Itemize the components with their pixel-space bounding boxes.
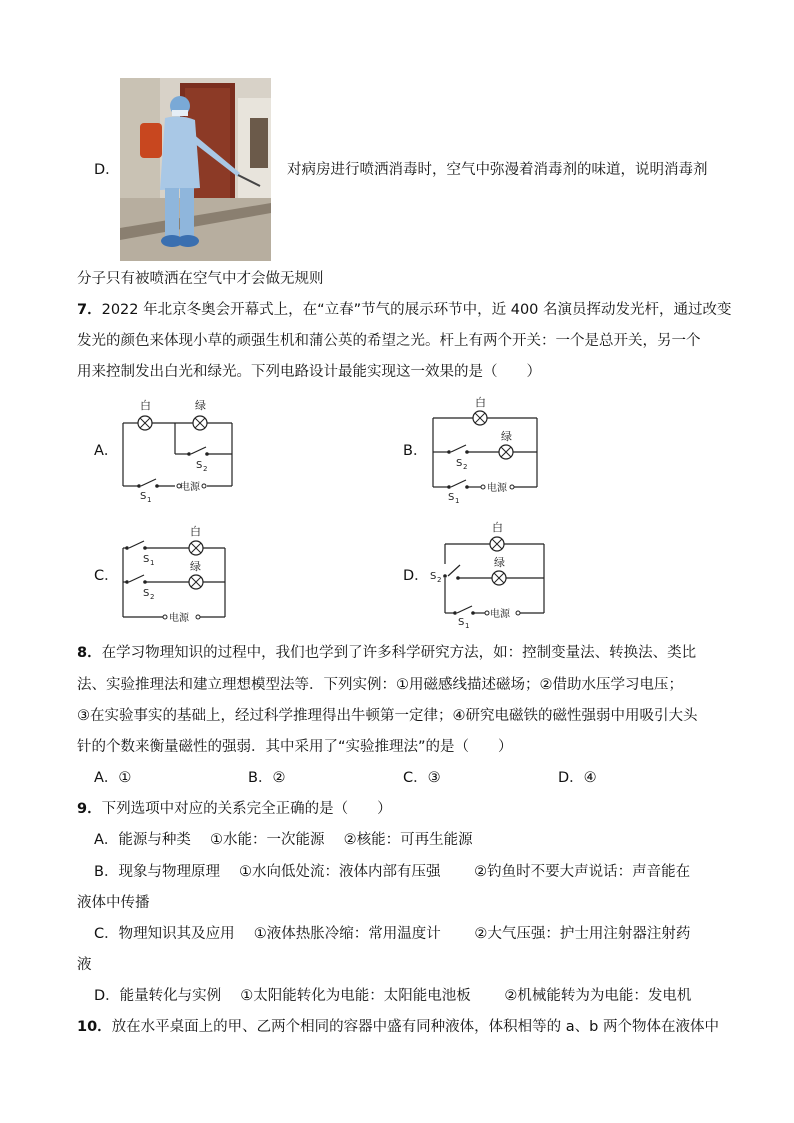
lamp-icon bbox=[492, 571, 506, 585]
q10-line1 bbox=[77, 1017, 719, 1037]
q8-stem-1: 在学习物理知识的过程中，我们也学到了许多科学研究方法，如：控制变量法、转换法、类比 bbox=[101, 645, 697, 661]
s2-sub: 2 bbox=[150, 593, 155, 601]
q10-number: 10． bbox=[77, 1019, 112, 1035]
q7-option-c-label: C． bbox=[94, 568, 119, 584]
lamp-icon bbox=[490, 537, 504, 551]
circuit-b bbox=[428, 394, 552, 504]
q8-option-c: C．③ bbox=[403, 770, 441, 786]
q6-option-d-text-cont: 分子只有被喷洒在空气中才会做无规则 bbox=[77, 271, 324, 287]
green-lamp-label: 绿 bbox=[501, 430, 512, 443]
power-label: 电源 bbox=[490, 609, 510, 620]
green-lamp-label: 绿 bbox=[195, 399, 206, 412]
s1-sub: 1 bbox=[455, 497, 460, 504]
circuit-c bbox=[118, 522, 242, 630]
q9-stem-text: 下列选项中对应的关系完全正确的是（ ） bbox=[101, 801, 392, 817]
q8-line2: 法、实验推理法和建立理想模型法等．下列实例：①用磁感线描述磁场；②借助水压学习电压； bbox=[77, 677, 683, 693]
q7-option-a-label: A． bbox=[94, 443, 119, 459]
q7-line2: 发光的颜色来体现小草的顽强生机和蒲公英的希望之光。杆上有两个开关：一个是总开关，另一个 bbox=[77, 333, 701, 349]
q7-line3: 用来控制发出白光和绿光。下列电路设计最能实现这一效果的是（ ） bbox=[77, 364, 541, 380]
q10-stem-1: 放在水平桌面上的甲、乙两个相同的容器中盛有同种液体，体积相等的 a、b 两个物体在液体中 bbox=[111, 1019, 719, 1035]
white-lamp-label: 白 bbox=[140, 399, 151, 412]
power-label: 电源 bbox=[180, 482, 200, 493]
power-label: 电源 bbox=[487, 483, 507, 494]
s2-label: S bbox=[456, 458, 463, 469]
s1-label: S bbox=[458, 617, 465, 628]
circuit-a bbox=[118, 396, 242, 502]
q9-option-a: A．能源与种类 ①水能：一次能源 ②核能：可再生能源 bbox=[94, 832, 473, 848]
lamp-icon bbox=[189, 541, 203, 555]
q9-stem bbox=[77, 799, 392, 819]
q8-number: 8． bbox=[77, 645, 102, 661]
lamp-icon bbox=[189, 575, 203, 589]
s1-label: S bbox=[143, 554, 150, 565]
q7-stem-1: 2022 年北京冬奥会开幕式上，在“立春”节气的展示环节中，近 400 名演员挥动发光杆，通过改变 bbox=[101, 302, 732, 318]
q6-option-d-text: 对病房进行喷洒消毒时，空气中弥漫着消毒剂的味道，说明消毒剂 bbox=[287, 162, 708, 178]
q6-option-d-label: D． bbox=[94, 162, 120, 178]
disinfection-photo bbox=[120, 78, 271, 261]
s2-label: S bbox=[196, 460, 203, 471]
s2-sub: 2 bbox=[203, 465, 208, 473]
q9-option-b-line1: B．现象与物理原理 ①水向低处流：液体内部有压强 ②钓鱼时不要大声说话：声音能在 bbox=[94, 864, 691, 880]
q8-option-a: A．① bbox=[94, 770, 132, 786]
q9-option-c-line2: 液 bbox=[77, 957, 92, 973]
green-lamp-label: 绿 bbox=[494, 556, 505, 569]
s2-sub: 2 bbox=[463, 463, 468, 471]
lamp-icon bbox=[138, 416, 152, 430]
q9-option-d: D．能量转化与实例 ①太阳能转化为电能：太阳能电池板 ②机械能转为为电能：发电机 bbox=[94, 988, 692, 1004]
q8-option-b: B．② bbox=[248, 770, 286, 786]
q7-line1 bbox=[77, 300, 732, 320]
s2-label: S bbox=[430, 571, 437, 582]
white-lamp-label: 白 bbox=[190, 525, 201, 538]
s1-sub: 1 bbox=[465, 622, 470, 629]
q8-line3: ③在实验事实的基础上，经过科学推理得出牛顿第一定律；④研究电磁铁的磁性强弱中用吸引大头 bbox=[77, 708, 698, 724]
green-lamp-label: 绿 bbox=[190, 560, 201, 573]
s1-label: S bbox=[140, 491, 147, 502]
q7-number: 7． bbox=[77, 302, 102, 318]
lamp-icon bbox=[193, 416, 207, 430]
q8-option-d: D．④ bbox=[558, 770, 597, 786]
lamp-icon bbox=[473, 411, 487, 425]
s1-sub: 1 bbox=[147, 496, 152, 502]
s1-sub: 1 bbox=[150, 559, 155, 567]
s1-label: S bbox=[448, 492, 455, 503]
q7-option-d-label: D． bbox=[403, 568, 429, 584]
q7-option-b-label: B． bbox=[403, 443, 428, 459]
lamp-icon bbox=[499, 445, 513, 459]
q9-option-c-line1: C．物理知识其及应用 ①液体热胀冷缩：常用温度计 ②大气压强：护士用注射器注射药 bbox=[94, 926, 691, 942]
q9-number: 9． bbox=[77, 801, 102, 817]
white-lamp-label: 白 bbox=[475, 396, 486, 409]
s2-sub: 2 bbox=[437, 576, 442, 584]
q8-line1 bbox=[77, 643, 696, 663]
white-lamp-label: 白 bbox=[492, 521, 503, 534]
q9-option-b-line2: 液体中传播 bbox=[77, 895, 150, 911]
q8-line4: 针的个数来衡量磁性的强弱．其中采用了“实验推理法”的是（ ） bbox=[77, 739, 513, 755]
power-label: 电源 bbox=[169, 613, 189, 624]
circuit-d bbox=[428, 519, 552, 629]
s2-label: S bbox=[143, 588, 150, 599]
